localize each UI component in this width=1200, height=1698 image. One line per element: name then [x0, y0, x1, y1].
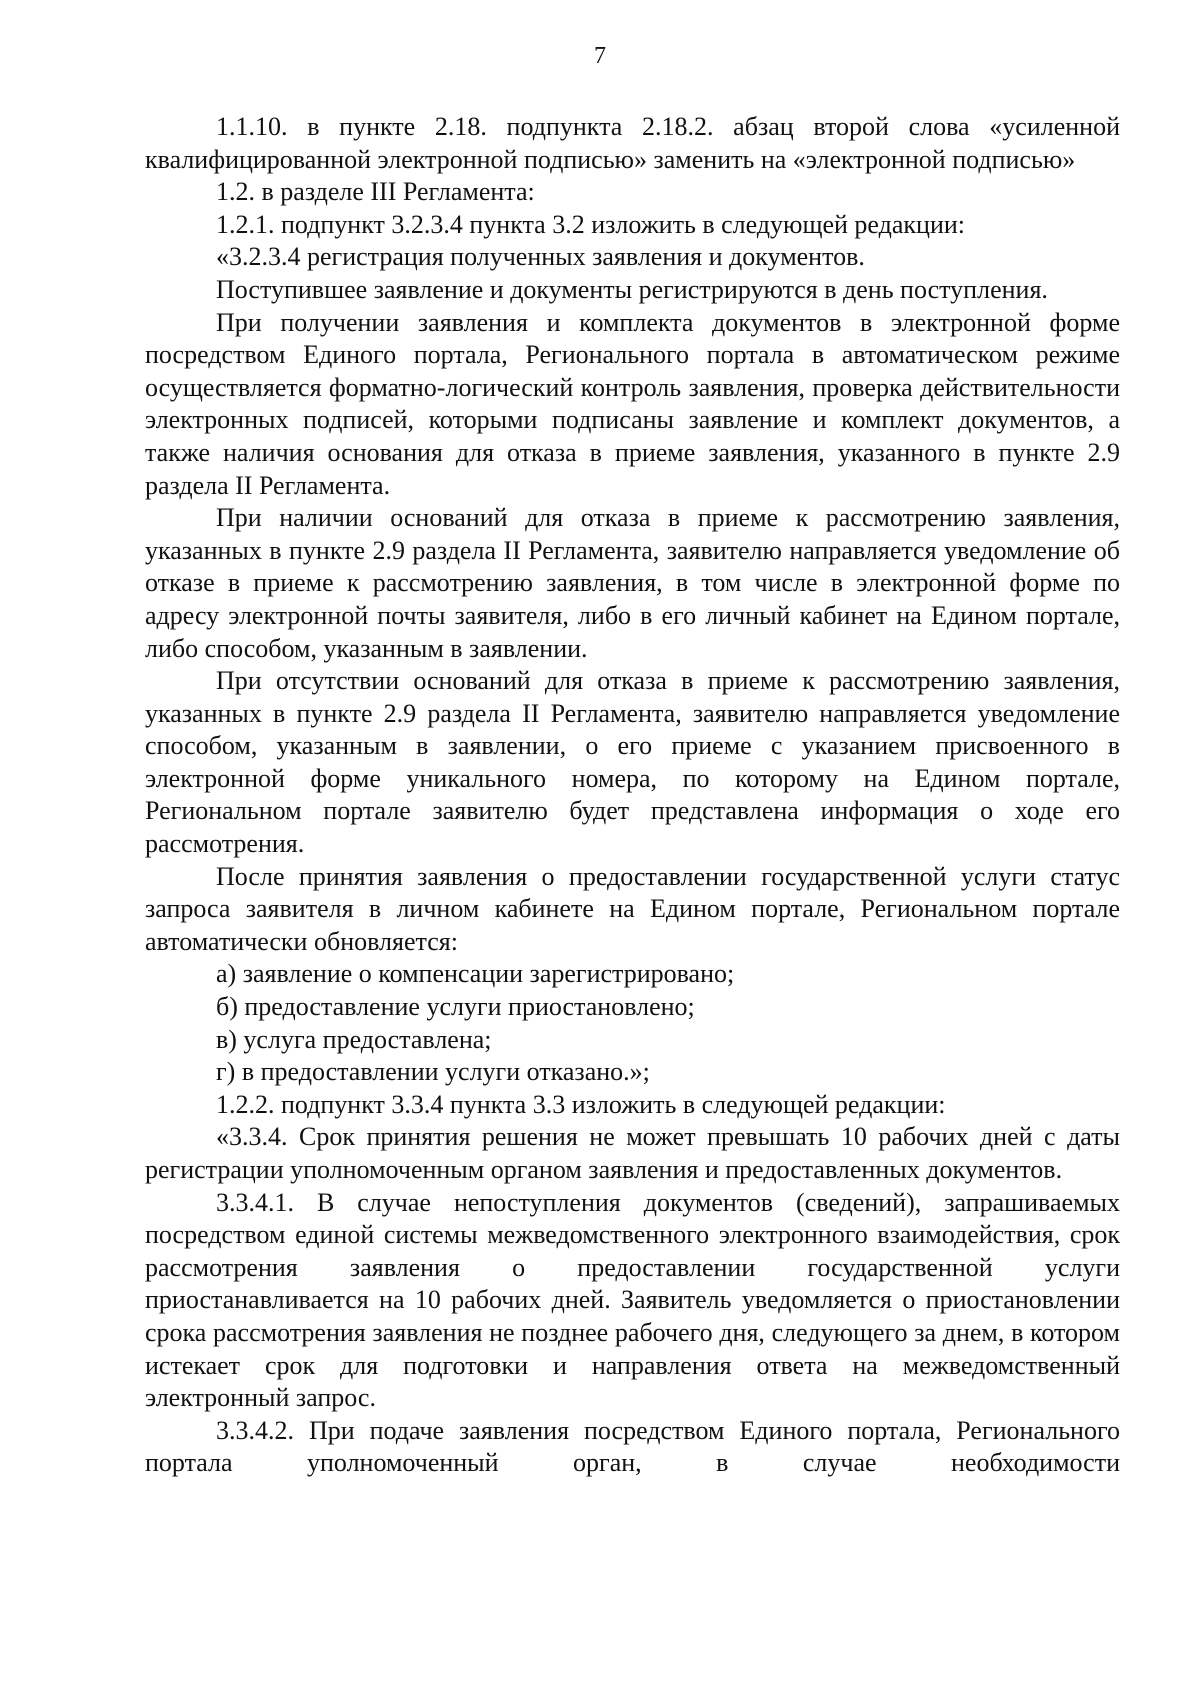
page-number: 7 — [594, 43, 606, 69]
paragraph: 1.2.1. подпункт 3.2.3.4 пункта 3.2 изложить в следующей редакции: — [216, 209, 965, 239]
paragraph: 1.2.2. подпункт 3.3.4 пункта 3.3 изложить в следующей редакции: — [216, 1089, 946, 1119]
paragraph: Поступившее заявление и документы регистрируются в день поступления. — [216, 274, 1048, 304]
paragraph: 3.3.4.2. При подаче заявления посредством Единого портала, Регионального портала уполномоченный орган, в случае необходимости — [145, 1415, 1120, 1478]
paragraph: «3.3.4. Срок принятия решения не может превышать 10 рабочих дней с даты регистрации уполномоченным органом заявления и предоставленных документов. — [145, 1122, 1120, 1184]
paragraph: 1.2. в разделе III Регламента: — [216, 177, 535, 207]
paragraph: При отсутствии оснований для отказа в приеме к рассмотрению заявления, указанных в пункте 2.9 раздела II Регламента, заявителю направляется уведомление способом, указанным в заявлении, о его приеме с указанием присвоенного в электронной форме уникального номера, по которому на Едином портале, Региональном портале заявителю будет представлена информация о ходе его рассмотрения. — [145, 666, 1120, 859]
paragraph: 3.3.4.1. В случае непоступления документов (сведений), запрашиваемых посредством единой системы межведомственного электронного взаимодействия, срок рассмотрения заявления о предоставлении государственной услуги приостанавливается на 10 рабочих дней. Заявитель уведомляется о приостановлении срока рассмотрения заявления не позднее рабочего дня, следующего за днем, в котором истекает срок для подготовки и направления ответа на межведомственный электронный запрос. — [145, 1187, 1120, 1413]
list-item: б) предоставление услуги приостановлено; — [216, 992, 695, 1022]
list-item: г) в предоставлении услуги отказано.»; — [216, 1057, 650, 1087]
paragraph: «3.2.3.4 регистрация полученных заявления и документов. — [216, 242, 865, 272]
paragraph: При наличии оснований для отказа в приеме к рассмотрению заявления, указанных в пункте 2.9 раздела II Регламента, заявителю направляется уведомление об отказе в приеме к рассмотрению заявления, в том числе в электронной форме по адресу электронной почты заявителя, либо в его личный кабинет на Едином портале, либо способом, указанным в заявлении. — [145, 503, 1120, 663]
list-item: а) заявление о компенсации зарегистрировано; — [216, 959, 735, 989]
document-body — [145, 111, 1120, 1480]
paragraph: При получении заявления и комплекта документов в электронной форме посредством Единого портала, Регионального портала в автоматическом режиме осуществляется форматно-логический контроль заявления, проверка действительности электронных подписей, которыми подписаны заявление и комплект документов, а также наличия основания для отказа в приеме заявления, указанного в пункте 2.9 раздела II Регламента. — [145, 307, 1120, 500]
paragraph: 1.1.10. в пункте 2.18. подпункта 2.18.2. абзац второй слова «усиленной квалифицированной электронной подписью» заменить на «электронной подписью» — [145, 112, 1120, 174]
list-item: в) услуга предоставлена; — [216, 1024, 492, 1054]
paragraph: После принятия заявления о предоставлении государственной услуги статус запроса заявителя в личном кабинете на Едином портале, Региональном портале автоматически обновляется: — [145, 861, 1120, 956]
